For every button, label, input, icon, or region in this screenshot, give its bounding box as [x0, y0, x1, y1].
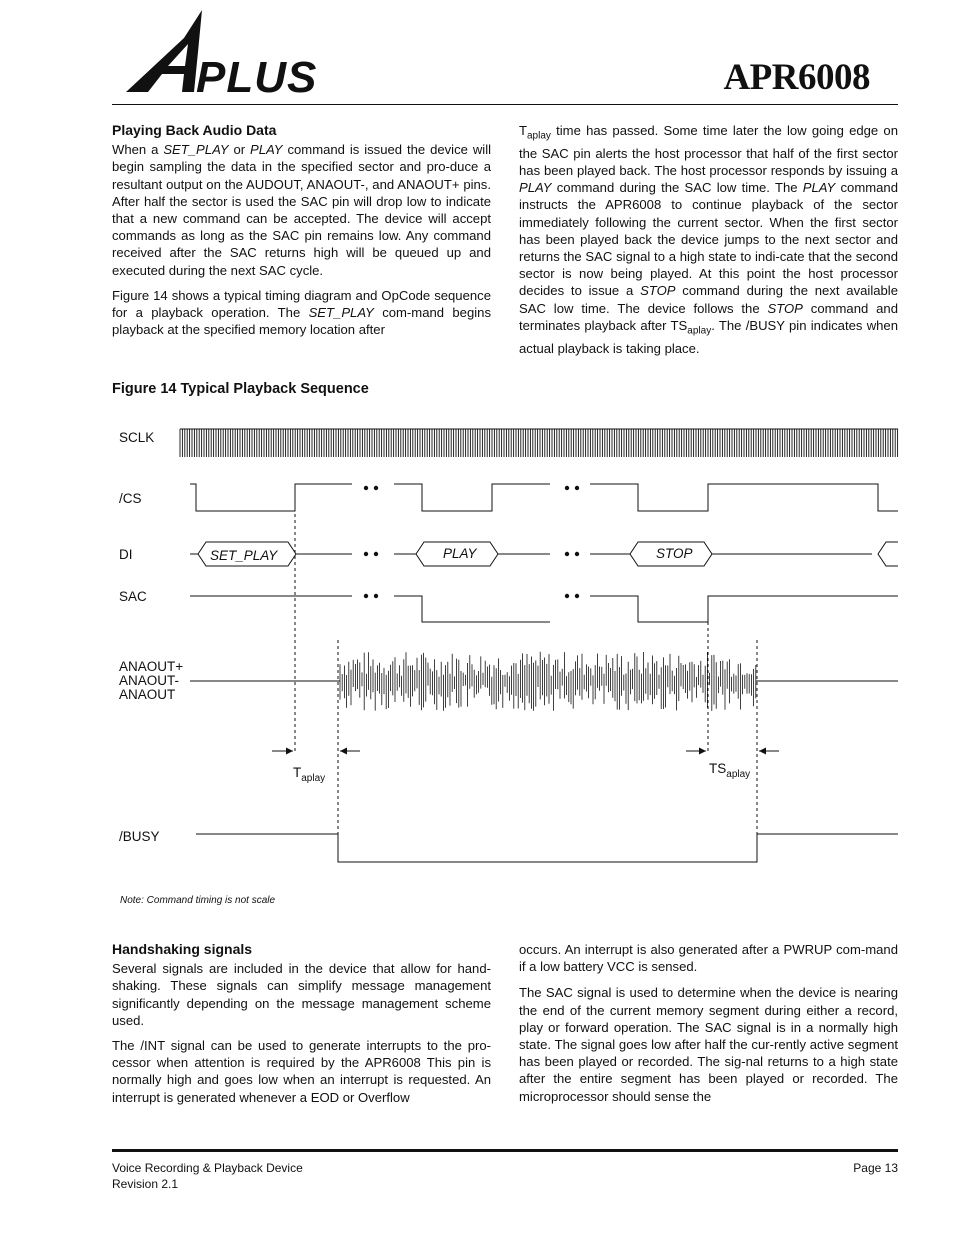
- footer-page: Page 13: [853, 1161, 898, 1175]
- section1-heading: Playing Back Audio Data: [112, 122, 277, 138]
- footer-rule: [112, 1149, 898, 1152]
- cs-waveform-3: [590, 484, 898, 511]
- di-label-play: PLAY: [443, 546, 477, 561]
- section1-paragraph-3: $T_{aplay}$ time has passed. Some time later the low going edge on the SAC pin alerts the host processor that half of the first sector has been played back. The host processor responds by issuing a PLAY command during the SAC low time. The PLAY command instructs the APR6008 to continue playback of the sector immediately following the current sector. When the first sector has been played back the device jumps to the next sector and returns the SAC signal to a high state to indi-cate that the second sector is now being played. At this point the host processor decides to issue a STOP command during the next available SAC low time. The device follows the STOP command and terminates playback after $TS_{aplay}$. The /BUSY pin indicates when actual playback is taking place.: [519, 123, 898, 356]
- sac-waveform-2: [394, 596, 550, 622]
- aplus-logo: [122, 8, 318, 98]
- section2-right-column: [519, 941, 898, 1113]
- sac-waveform-3: [590, 596, 898, 622]
- busy-waveform: [196, 834, 898, 862]
- section2-paragraph-4: The SAC signal is used to determine when the device is nearing the end of the current memory segment during either a record, play or forward operation. The SAC signal is in a normally high state. The signal goes low after half the cur-rently active segment has been played or recorded. The sig-nal returns to a high state after the entire segment has been played or recorded. The microprocessor should sense the: [519, 985, 898, 1104]
- part-number: APR6008: [723, 57, 870, 98]
- figure-note: Note: Command timing is not scale: [120, 895, 276, 906]
- di-command-next: [878, 542, 898, 566]
- figure-title: Figure 14 Typical Playback Sequence: [112, 381, 369, 397]
- signal-label-anaout: ANAOUT: [119, 687, 176, 702]
- sclk-pulses: [180, 429, 898, 457]
- sclk-waveform: [112, 418, 898, 457]
- di-label-stop: STOP: [656, 546, 693, 561]
- section2-paragraph-1: Several signals are included in the device that allow for hand-shaking. These signals can simplify message management significantly depending on the message management scheme used.: [112, 961, 491, 1028]
- di-label-set-play: SET_PLAY: [210, 548, 278, 563]
- t-aplay-label: $T_{aplay}$: [293, 765, 326, 784]
- signal-label-busy: /BUSY: [119, 829, 160, 844]
- section2-paragraph-3: occurs. An interrupt is also generated after a PWRUP com-mand if a low battery VCC is sensed.: [519, 942, 898, 975]
- header-rule: [112, 104, 898, 105]
- section1-paragraph-1: When a SET_PLAY or PLAY command is issued the device will begin sampling the data in the specified sector and pro-duce a resultant output on the AUDOUT, ANAOUT-, and ANAOUT+ pins. After half the sector is used the SAC pin will drop low to indicate that a new command can be accepted. The device will accept commands as long as the SAC pin remains low. Any command received after the SAC returns high will be queued up and executed during the next SAC cycle.: [112, 142, 492, 278]
- section1-paragraph-2: Figure 14 shows a typical timing diagram and OpCode sequence for a playback operation. The SET_PLAY com-mand begins playback at the specified memory location after: [112, 287, 491, 338]
- signal-label-anaout-plus: ANAOUT+: [119, 659, 184, 674]
- anaout-audio-waveform: [340, 652, 756, 711]
- cs-waveform: [190, 484, 352, 511]
- arrowhead-t-aplay-right: [340, 748, 347, 755]
- ts-aplay-label: $TS_{aplay}$: [709, 761, 751, 780]
- section2-left-column: [112, 941, 491, 1114]
- signal-label-di: DI: [119, 547, 133, 562]
- signal-label-sac: SAC: [119, 589, 147, 604]
- anaout-audio-spikes: [340, 652, 756, 711]
- footer-left: [112, 1160, 303, 1192]
- section1-left-column: [112, 122, 491, 346]
- logo-wordmark: PLUS: [196, 53, 318, 98]
- arrowhead-ts-aplay-left: [699, 748, 706, 755]
- cs-waveform-2: [394, 484, 550, 511]
- arrowhead-ts-aplay-right: [759, 748, 766, 755]
- arrowhead-t-aplay-left: [286, 748, 293, 755]
- footer-revision: Revision 2.1: [112, 1177, 179, 1191]
- signal-label-sclk: SCLK: [119, 430, 155, 445]
- section2-paragraph-2: The /INT signal can be used to generate interrupts to the pro-cessor when attention is required by the APR6008 This pin is normally high and goes low when an interrupt is requested. An interrupt is generated whenever a EOD or Overflow: [112, 1038, 491, 1105]
- timing-diagram: [112, 418, 902, 878]
- footer-title: Voice Recording & Playback Device: [112, 1161, 303, 1175]
- section1-right-column: [519, 122, 898, 365]
- signal-label-anaout-minus: ANAOUT-: [119, 673, 180, 688]
- section2-heading: Handshaking signals: [112, 941, 253, 957]
- signal-label-cs: /CS: [119, 491, 142, 506]
